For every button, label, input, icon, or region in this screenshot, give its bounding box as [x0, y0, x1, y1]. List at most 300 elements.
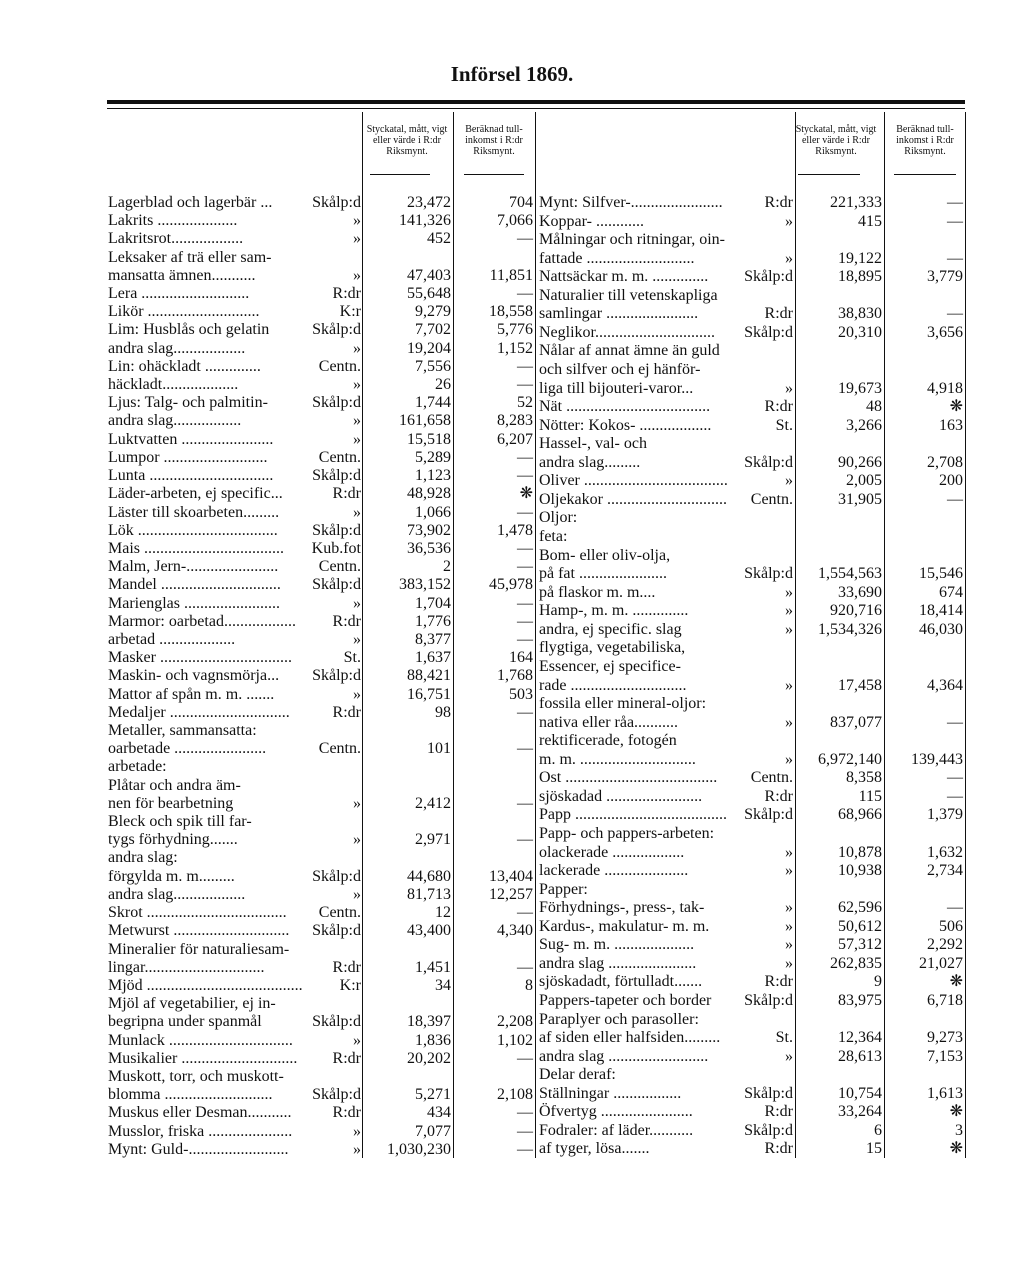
item-label: Mynt: Silfver-.......................: [539, 194, 723, 211]
item-label: Maskin- och vagnsmörja...: [108, 667, 280, 685]
duty-value: —: [947, 787, 963, 805]
item-label: Nät ....................................: [539, 398, 711, 416]
item-label: arbetad ...................: [108, 630, 236, 648]
item-label: begripna under spanmål: [108, 1013, 262, 1031]
item-unit: »: [353, 630, 361, 648]
header-underline: [370, 174, 430, 175]
duty-value: 674: [939, 583, 963, 601]
item-unit: »: [353, 885, 361, 903]
quantity-value: 1,123: [415, 467, 451, 485]
quantity-value: 48,928: [407, 485, 451, 503]
item-label: Marmor: oarbetad..................: [108, 612, 296, 630]
duty-value: —: [517, 376, 533, 394]
item-unit: R:dr: [764, 194, 793, 211]
quantity-value: 26: [435, 376, 451, 394]
item-label: Mais ...................................: [108, 539, 284, 557]
item-label: Ställningar .................: [539, 1084, 682, 1102]
quantity-value: 115: [858, 787, 882, 805]
item-label: liga till bijouteri-varor...: [539, 379, 694, 397]
quantity-value: 5,289: [415, 448, 451, 466]
item-unit: »: [353, 339, 361, 357]
item-unit: St.: [775, 1029, 793, 1047]
item-unit: K:r: [339, 976, 361, 994]
item-unit: »: [785, 750, 793, 768]
item-label: Läster till skoarbeten.........: [108, 503, 280, 521]
item-unit: »: [353, 212, 361, 230]
item-unit: R:dr: [764, 398, 793, 416]
item-unit: Skålp:d: [744, 323, 793, 341]
quantity-value: 62,596: [838, 899, 882, 917]
duty-value: —: [947, 490, 963, 508]
item-label: Lunta ...............................: [108, 467, 274, 485]
item-label: Kardus-, makulatur- m. m.: [539, 917, 710, 935]
duty-value: —: [517, 831, 533, 849]
duty-value: 13,404: [489, 867, 533, 885]
item-unit: »: [785, 954, 793, 972]
item-label: mansatta ämnen...........: [108, 266, 256, 284]
quantity-value: 15: [866, 1140, 882, 1158]
duty-value: 52: [517, 394, 533, 412]
item-label: Marienglas ........................: [108, 594, 280, 612]
quantity-value: 81,713: [407, 885, 451, 903]
quantity-value: 10,938: [838, 862, 882, 880]
quantity-value: 2,005: [846, 472, 882, 490]
item-unit: R:dr: [332, 703, 361, 721]
item-unit: »: [785, 1047, 793, 1065]
item-unit: R:dr: [764, 787, 793, 805]
item-label: på flaskor m. m....: [539, 583, 656, 601]
left-header-duty: Beräknad tull-inkomst i R:dr Riksmynt.: [465, 124, 523, 157]
item-unit: »: [353, 594, 361, 612]
item-unit: »: [353, 430, 361, 448]
quantity-value: 9,279: [415, 303, 451, 321]
item-unit: Centn.: [318, 448, 361, 466]
item-unit: Skålp:d: [744, 1121, 793, 1139]
quantity-value: 43,400: [407, 922, 451, 940]
item-label: och silfver och ej hänför-: [539, 361, 701, 379]
duty-value: 6,718: [927, 991, 963, 1009]
duty-value: —: [517, 1104, 533, 1122]
duty-value: 1,478: [497, 521, 533, 539]
item-label: Papp- och pappers-arbeten:: [539, 824, 715, 842]
item-label: samlingar .......................: [539, 305, 699, 323]
item-unit: Centn.: [318, 904, 361, 922]
item-unit: »: [785, 472, 793, 490]
item-label: andra slag.................: [108, 412, 242, 430]
item-label: af tyger, lösa.......: [539, 1140, 650, 1158]
quantity-value: 10,754: [838, 1084, 882, 1102]
quantity-value: 262,835: [830, 954, 882, 972]
duty-value: 506: [939, 917, 963, 935]
item-label: Fodraler: af läder...........: [539, 1121, 694, 1139]
duty-value: 163: [939, 416, 963, 434]
duty-value: ❋: [519, 485, 533, 503]
item-label: Lin: ohäckladt ..............: [108, 357, 261, 375]
item-unit: Skålp:d: [744, 453, 793, 471]
right-header-quantity: Styckatal, mått, vigt eller värde i R:dr Riksmynt.: [795, 124, 877, 157]
item-label: lingar..............................: [108, 958, 265, 976]
item-label: arbetade:: [108, 758, 167, 776]
item-label: af siden eller halfsiden.........: [539, 1029, 721, 1047]
item-unit: Centn.: [750, 769, 793, 787]
header-underline: [894, 174, 956, 175]
item-label: Papper:: [539, 880, 588, 898]
quantity-value: 18,397: [407, 1013, 451, 1031]
quantity-value: 18,895: [838, 268, 882, 286]
duty-value: —: [947, 305, 963, 323]
item-unit: »: [785, 583, 793, 601]
duty-value: 1,768: [497, 667, 533, 685]
item-label: Neglikor..............................: [539, 323, 715, 341]
quantity-value: 9: [874, 973, 882, 991]
item-label: Bleck och spik till far-: [108, 813, 252, 831]
item-unit: Skålp:d: [312, 667, 361, 685]
item-label: Mjöd .......................................: [108, 976, 303, 994]
duty-value: —: [517, 794, 533, 812]
right-header-duty: Beräknad tull-inkomst i R:dr Riksmynt.: [896, 124, 954, 157]
item-unit: »: [353, 230, 361, 248]
duty-value: 704: [509, 194, 533, 211]
duty-value: ❋: [949, 398, 963, 416]
duty-value: ❋: [949, 1103, 963, 1121]
item-label: förgylda m. m.........: [108, 867, 235, 885]
quantity-value: 383,152: [399, 576, 451, 594]
quantity-value: 2,412: [415, 794, 451, 812]
item-label: andra slag..................: [108, 885, 246, 903]
header-rule-thick: [107, 100, 965, 104]
item-label: Bom- eller oliv-olja,: [539, 546, 671, 564]
item-unit: St.: [775, 416, 793, 434]
item-unit: Skålp:d: [744, 565, 793, 583]
item-label: andra slag:: [108, 849, 178, 867]
quantity-value: 920,716: [830, 602, 882, 620]
duty-value: 12,257: [489, 885, 533, 903]
item-label: Lim: Husblås och gelatin: [108, 321, 270, 339]
item-label: m. m. .............................: [539, 750, 696, 768]
item-label: Koppar- ............: [539, 212, 644, 230]
duty-value: 1,379: [927, 806, 963, 824]
item-label: Metaller, sammansatta:: [108, 722, 257, 740]
item-label: sjöskadad ........................: [539, 787, 703, 805]
quantity-value: 20,202: [407, 1049, 451, 1067]
quantity-value: 50,612: [838, 917, 882, 935]
quantity-value: 434: [427, 1104, 451, 1122]
duty-value: —: [517, 1140, 533, 1158]
item-label: Hamp-, m. m. ..............: [539, 602, 689, 620]
item-unit: »: [785, 899, 793, 917]
quantity-value: 1,554,563: [818, 565, 882, 583]
item-label: flygtiga, vegetabiliska,: [539, 639, 686, 657]
item-unit: »: [785, 379, 793, 397]
duty-value: 4,340: [497, 922, 533, 940]
item-label: Malm, Jern-.......................: [108, 558, 279, 576]
item-unit: »: [353, 376, 361, 394]
item-unit: Skålp:d: [744, 806, 793, 824]
item-unit: Skålp:d: [312, 1086, 361, 1104]
quantity-value: 17,458: [838, 676, 882, 694]
item-label: Likör ............................: [108, 303, 260, 321]
duty-value: 7,153: [927, 1047, 963, 1065]
item-label: rade .............................: [539, 676, 687, 694]
item-label: Musikalier .............................: [108, 1049, 298, 1067]
duty-value: 2,708: [927, 453, 963, 471]
quantity-value: 6: [874, 1121, 882, 1139]
item-label: Nötter: Kokos- ..................: [539, 416, 712, 434]
item-label: oarbetade .......................: [108, 740, 267, 758]
quantity-value: 7,702: [415, 321, 451, 339]
duty-value: 1,613: [927, 1084, 963, 1102]
item-label: Nattsäckar m. m. ..............: [539, 268, 709, 286]
duty-value: —: [517, 230, 533, 248]
quantity-value: 452: [427, 230, 451, 248]
quantity-value: 3,266: [846, 416, 882, 434]
duty-value: 164: [509, 649, 533, 667]
item-label: Mattor af spån m. m. .......: [108, 685, 275, 703]
header-rule-thin: [107, 108, 965, 109]
item-label: olackerade ..................: [539, 843, 685, 861]
item-unit: R:dr: [764, 1140, 793, 1158]
item-unit: »: [785, 862, 793, 880]
item-unit: Skålp:d: [312, 922, 361, 940]
duty-value: 18,414: [919, 602, 963, 620]
item-label: fattade ...........................: [539, 249, 695, 267]
item-unit: Skålp:d: [744, 268, 793, 286]
duty-value: 45,978: [489, 576, 533, 594]
duty-value: 1,102: [497, 1031, 533, 1049]
duty-value: 15,546: [919, 565, 963, 583]
item-unit: Skålp:d: [744, 1084, 793, 1102]
item-unit: Skålp:d: [312, 394, 361, 412]
item-unit: Centn.: [318, 357, 361, 375]
quantity-value: 221,333: [830, 194, 882, 211]
quantity-value: 1,030,230: [387, 1140, 451, 1158]
item-unit: »: [353, 266, 361, 284]
quantity-value: 47,403: [407, 266, 451, 284]
item-label: nen för bearbetning: [108, 794, 234, 812]
item-label: Leksaker af trä eller sam-: [108, 248, 272, 266]
duty-value: ❋: [949, 973, 963, 991]
duty-value: —: [517, 1049, 533, 1067]
item-unit: Skålp:d: [744, 991, 793, 1009]
quantity-value: 33,690: [838, 583, 882, 601]
duty-value: —: [517, 448, 533, 466]
quantity-value: 1,704: [415, 594, 451, 612]
quantity-value: 1,451: [415, 958, 451, 976]
quantity-value: 38,830: [838, 305, 882, 323]
duty-value: —: [517, 703, 533, 721]
item-label: Mineralier för naturaliesam-: [108, 940, 290, 958]
item-unit: »: [785, 602, 793, 620]
item-label: Nålar af annat ämne än guld: [539, 342, 720, 360]
duty-value: —: [517, 1122, 533, 1140]
quantity-value: 12: [435, 904, 451, 922]
item-label: rektificerade, fotogén: [539, 732, 677, 750]
item-unit: Skålp:d: [312, 467, 361, 485]
duty-value: 4,918: [927, 379, 963, 397]
item-unit: Skålp:d: [312, 867, 361, 885]
item-label: nativa eller råa...........: [539, 713, 679, 731]
quantity-value: 57,312: [838, 936, 882, 954]
item-unit: Skålp:d: [312, 194, 361, 211]
item-label: andra slag..................: [108, 339, 246, 357]
item-label: på fat ......................: [539, 565, 667, 583]
item-label: Naturalier till vetenskapliga: [539, 286, 718, 304]
item-unit: »: [353, 412, 361, 430]
duty-value: 8,283: [497, 412, 533, 430]
item-label: Delar deraf:: [539, 1066, 616, 1084]
item-unit: »: [353, 1140, 361, 1158]
item-label: tygs förhydning.......: [108, 831, 238, 849]
item-unit: Centn.: [318, 740, 361, 758]
quantity-value: 28,613: [838, 1047, 882, 1065]
item-unit: Centn.: [318, 558, 361, 576]
item-unit: »: [785, 212, 793, 230]
quantity-value: 7,556: [415, 357, 451, 375]
item-label: Luktvatten .......................: [108, 430, 274, 448]
quantity-value: 33,264: [838, 1103, 882, 1121]
duty-value: 2,108: [497, 1086, 533, 1104]
duty-value: 139,443: [911, 750, 963, 768]
duty-value: 11,851: [489, 266, 533, 284]
quantity-value: 36,536: [407, 539, 451, 557]
item-unit: Skålp:d: [312, 576, 361, 594]
quantity-value: 19,122: [838, 249, 882, 267]
item-label: sjöskadadt, förtulladt.......: [539, 973, 703, 991]
duty-value: —: [517, 740, 533, 758]
item-label: Pappers-tapeter och border: [539, 991, 712, 1009]
item-label: andra slag ......................: [539, 954, 697, 972]
duty-value: 1,152: [497, 339, 533, 357]
item-label: Metwurst .............................: [108, 922, 290, 940]
item-unit: R:dr: [332, 485, 361, 503]
duty-value: —: [517, 558, 533, 576]
quantity-value: 1,836: [415, 1031, 451, 1049]
quantity-value: 90,266: [838, 453, 882, 471]
quantity-value: 837,077: [830, 713, 882, 731]
duty-value: —: [947, 249, 963, 267]
page-title: Införsel 1869.: [450, 62, 574, 86]
duty-value: 5,776: [497, 321, 533, 339]
item-label: Oliver ....................................: [539, 472, 728, 490]
item-label: Målningar och ritningar, oin-: [539, 231, 725, 249]
quantity-value: 101: [427, 740, 451, 758]
item-label: lackerade .....................: [539, 862, 689, 880]
quantity-value: 1,637: [415, 649, 451, 667]
quantity-value: 68,966: [838, 806, 882, 824]
duty-value: —: [517, 285, 533, 303]
quantity-value: 73,902: [407, 521, 451, 539]
item-unit: »: [353, 1122, 361, 1140]
item-unit: »: [785, 713, 793, 731]
item-unit: »: [785, 676, 793, 694]
item-unit: Kub.fot: [311, 539, 361, 557]
item-label: Mynt: Guld-.........................: [108, 1140, 289, 1158]
item-unit: »: [785, 936, 793, 954]
item-unit: R:dr: [332, 1104, 361, 1122]
quantity-value: 1,534,326: [818, 620, 882, 638]
item-unit: »: [353, 685, 361, 703]
item-label: Mjöl af vegetabilier, ej in-: [108, 995, 276, 1013]
item-label: Ost ......................................: [539, 769, 718, 787]
item-unit: Centn.: [750, 490, 793, 508]
item-unit: St.: [343, 649, 361, 667]
item-label: Essencer, ej specifice-: [539, 657, 681, 675]
item-label: Lakritsrot..................: [108, 230, 244, 248]
quantity-value: 48: [866, 398, 882, 416]
quantity-value: 141,326: [399, 212, 451, 230]
duty-value: 3,779: [927, 268, 963, 286]
item-label: Öfvertyg .......................: [539, 1103, 693, 1121]
quantity-value: 8,377: [415, 630, 451, 648]
duty-value: —: [517, 357, 533, 375]
item-label: andra slag .........................: [539, 1047, 709, 1065]
duty-value: 2,292: [927, 936, 963, 954]
quantity-value: 19,673: [838, 379, 882, 397]
duty-value: —: [517, 612, 533, 630]
item-label: Oljekakor ..............................: [539, 490, 727, 508]
duty-value: 200: [939, 472, 963, 490]
item-unit: R:dr: [764, 973, 793, 991]
item-label: Förhydnings-, press-, tak-: [539, 899, 705, 917]
item-label: Muskus eller Desman...........: [108, 1104, 292, 1122]
item-unit: R:dr: [332, 958, 361, 976]
item-label: Paraplyer och parasoller:: [539, 1010, 699, 1028]
item-label: Oljor:: [539, 509, 578, 527]
quantity-value: 7,077: [415, 1122, 451, 1140]
item-label: Papp ......................................: [539, 806, 727, 824]
quantity-value: 2,971: [415, 831, 451, 849]
duty-value: 9,273: [927, 1029, 963, 1047]
quantity-value: 44,680: [407, 867, 451, 885]
duty-value: 21,027: [919, 954, 963, 972]
quantity-value: 8,358: [846, 769, 882, 787]
quantity-value: 23,472: [407, 194, 451, 211]
left-header-quantity: Styckatal, mått, vigt eller värde i R:dr Riksmynt.: [366, 124, 448, 157]
quantity-value: 1,066: [415, 503, 451, 521]
item-unit: »: [785, 620, 793, 638]
item-unit: Skålp:d: [312, 521, 361, 539]
quantity-value: 88,421: [407, 667, 451, 685]
duty-value: —: [947, 899, 963, 917]
item-label: andra slag.........: [539, 453, 641, 471]
duty-value: 6,207: [497, 430, 533, 448]
item-unit: R:dr: [332, 1049, 361, 1067]
item-label: Lakrits ....................: [108, 212, 238, 230]
item-unit: »: [353, 794, 361, 812]
duty-value: —: [517, 539, 533, 557]
item-unit: R:dr: [332, 285, 361, 303]
duty-value: —: [947, 212, 963, 230]
duty-value: —: [947, 769, 963, 787]
item-label: Läder-arbeten, ej specific...: [108, 485, 283, 503]
duty-value: 1,632: [927, 843, 963, 861]
duty-value: 8: [525, 976, 533, 994]
duty-value: —: [517, 503, 533, 521]
quantity-value: 55,648: [407, 285, 451, 303]
item-label: blomma ...........................: [108, 1086, 273, 1104]
item-label: Lök ...................................: [108, 521, 278, 539]
item-label: Muskott, torr, och muskott-: [108, 1067, 284, 1085]
item-unit: »: [785, 249, 793, 267]
duty-value: ❋: [949, 1140, 963, 1158]
item-label: häckladt...................: [108, 376, 239, 394]
duty-value: 7,066: [497, 212, 533, 230]
header-underline: [798, 174, 860, 175]
duty-value: —: [947, 713, 963, 731]
quantity-value: 6,972,140: [818, 750, 882, 768]
quantity-value: 1,776: [415, 612, 451, 630]
duty-value: —: [517, 958, 533, 976]
